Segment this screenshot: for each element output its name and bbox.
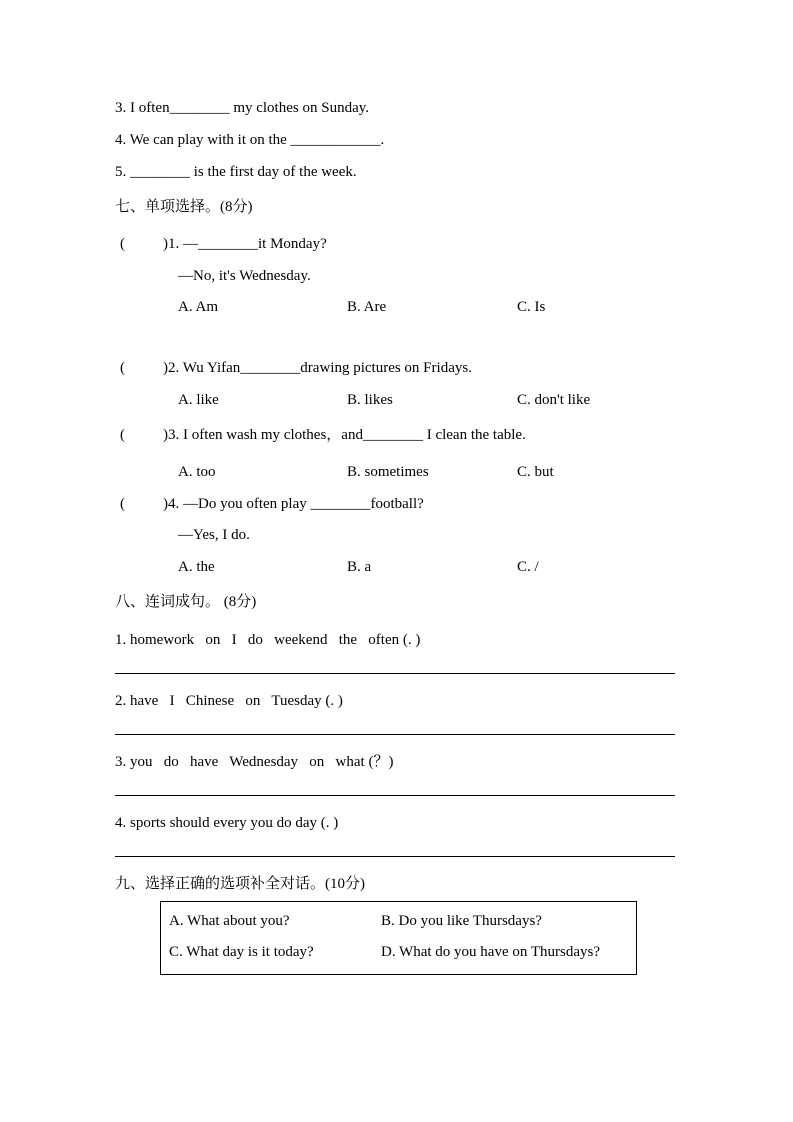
answer-paren-3: ( (120, 427, 125, 443)
options-row-1 (115, 297, 675, 318)
dialog-option-b: B. Do you like Thursdays? (381, 913, 542, 929)
answer-line-1 (115, 651, 675, 674)
question-row-3 (115, 425, 675, 446)
dialog-option-a: A. What about you? (169, 913, 290, 929)
question-followup-4: —Yes, I do. (178, 527, 250, 543)
option-4c: C. / (517, 559, 539, 575)
answer-line-3 (115, 773, 675, 796)
answer-line-2 (115, 712, 675, 735)
question-stem-4: )4. —Do you often play ________football? (163, 496, 424, 512)
options-row-4 (115, 557, 675, 578)
option-1b: B. Are (347, 299, 387, 315)
answer-paren-4: ( (120, 496, 125, 512)
section8-item-3: 3. you do have Wednesday on what (？) (115, 754, 394, 770)
section7-title: 七、单项选择。(8分) (115, 199, 253, 215)
section8-item-1: 1. homework on I do weekend the often (. ) (115, 632, 421, 648)
fill-blank-item-3: 3. I often________ my clothes on Sunday. (115, 100, 369, 116)
option-4b: B. a (347, 559, 372, 575)
section8-title: 八、连词成句。 (8分) (115, 594, 257, 610)
question-stem-1: )1. —________it Monday? (163, 236, 327, 252)
option-1c: C. Is (517, 299, 546, 315)
section8-item-4: 4. sports should every you do day (. ) (115, 815, 339, 831)
question-row-1 (115, 234, 675, 255)
question-followup-1: —No, it's Wednesday. (178, 268, 311, 284)
dialog-option-d: D. What do you have on Thursdays? (381, 944, 600, 960)
options-row-3 (115, 462, 675, 483)
option-2a: A. like (178, 392, 219, 408)
option-3a: A. too (178, 464, 216, 480)
dialog-options-grid (169, 911, 630, 963)
option-2c: C. don't like (517, 392, 591, 408)
option-1a: A. Am (178, 299, 219, 315)
answer-paren-1: ( (120, 236, 125, 252)
option-3b: B. sometimes (347, 464, 429, 480)
option-4a: A. the (178, 559, 215, 575)
dialog-option-c: C. What day is it today? (169, 944, 314, 960)
answer-line-4 (115, 834, 675, 857)
option-2b: B. likes (347, 392, 393, 408)
option-3c: C. but (517, 464, 554, 480)
question-row-2 (115, 358, 675, 379)
section9-title: 九、选择正确的选项补全对话。(10分) (115, 876, 365, 892)
question-row-4 (115, 494, 675, 515)
answer-paren-2: ( (120, 360, 125, 376)
section8-item-2: 2. have I Chinese on Tuesday (. ) (115, 693, 343, 709)
question-stem-2: )2. Wu Yifan________drawing pictures on Fridays. (163, 360, 472, 376)
fill-blank-item-5: 5. ________ is the first day of the week. (115, 164, 357, 180)
fill-blank-item-4: 4. We can play with it on the ____________. (115, 132, 385, 148)
question-stem-3: )3. I often wash my clothes，and________ I clean the table. (163, 427, 526, 443)
dialog-options-box (160, 901, 637, 975)
options-row-2 (115, 390, 675, 411)
